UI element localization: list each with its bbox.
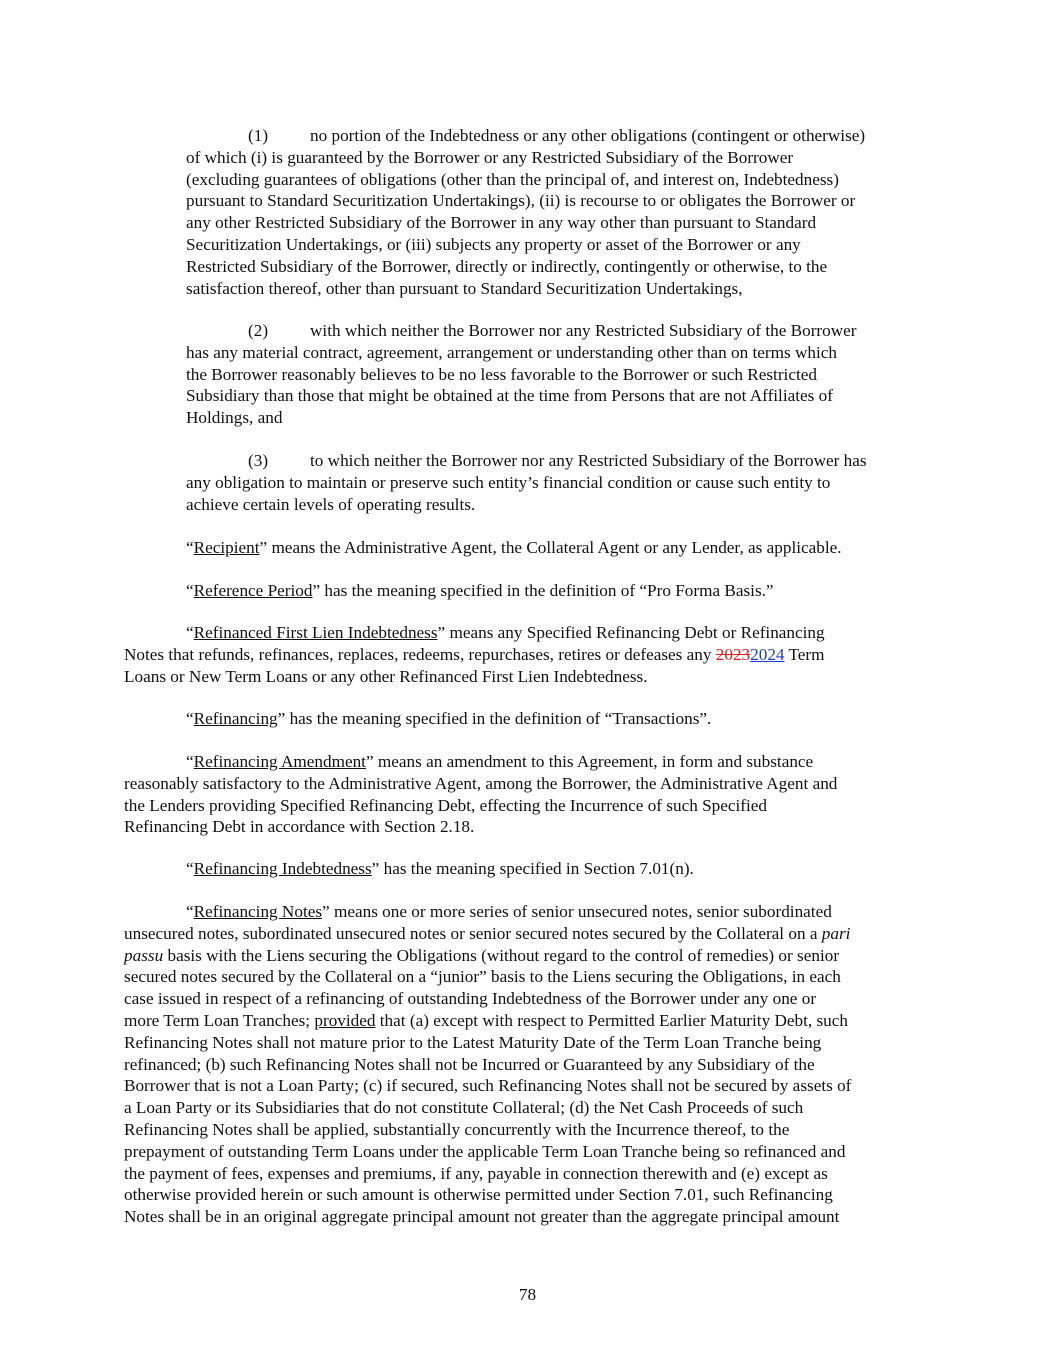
- clause-2: [186, 320, 938, 429]
- text-line: Subsidiary than those that might be obtained at the time from Persons that are not Affiliates of: [186, 386, 833, 406]
- definition-recipient: “Recipient” means the Administrative Agent, the Collateral Agent or any Lender, as applicable.: [186, 538, 842, 557]
- page-number: 78: [518, 1285, 537, 1304]
- defined-term: Refinancing Notes: [193, 902, 323, 921]
- clause-3: [186, 450, 938, 515]
- definition-refinancing: “Refinancing” has the meaning specified in the definition of “Transactions”.: [186, 709, 712, 728]
- defined-term: provided: [314, 1010, 376, 1030]
- text-line: case issued in respect of a refinancing of outstanding Indebtedness of the Borrower under any one or: [124, 989, 817, 1009]
- text-line: Borrower that is not a Loan Party; (c) if secured, such Refinancing Notes shall not be secured by assets of: [124, 1076, 852, 1096]
- text-line: Refinancing Notes shall be applied, substantially concurrently with the Incurrence thereof, to the: [124, 1119, 790, 1139]
- text-line: satisfaction thereof, other than pursuant to Standard Securitization Undertakings,: [186, 278, 743, 298]
- text-line: Notes shall be in an original aggregate principal amount not greater than the aggregate principal amount: [124, 1207, 840, 1227]
- text-line: has any material contract, agreement, arrangement or understanding other than on terms which: [186, 342, 837, 362]
- text-line: to which neither the Borrower nor any Restricted Subsidiary of the Borrower has: [310, 451, 867, 470]
- text-line: (excluding guarantees of obligations (other than the principal of, and interest on, Indebtedness): [186, 169, 839, 189]
- text-line: of which (i) is guaranteed by the Borrower or any Restricted Subsidiary of the Borrower: [186, 147, 794, 167]
- text-line: any obligation to maintain or preserve such entity’s financial condition or cause such entity to: [186, 472, 831, 492]
- clause-number: (2): [248, 321, 269, 340]
- text-line: no portion of the Indebtedness or any other obligations (contingent or otherwise): [310, 126, 866, 145]
- text-line: Restricted Subsidiary of the Borrower, directly or indirectly, contingently or otherwise, to the: [186, 256, 828, 276]
- text-line: Loans or New Term Loans or any other Refinanced First Lien Indebtedness.: [124, 666, 648, 686]
- definition-refinancing-amendment: “Refinancing Amendment” means an amendment to this Agreement, in form and substance reasonably satisfactory to the Administrative Agent, among the Borrower, the Administrative Agent and the Lenders providing Specified Refinancing Debt, effecting the Incurrence of such Specified Refinancing Debt in accordance with Section 2.18.: [124, 751, 938, 838]
- definition-refinancing-indebtedness: “Refinancing Indebtedness” has the meaning specified in Section 7.01(n).: [186, 859, 694, 878]
- text-line: Refinancing Debt in accordance with Section 2.18.: [124, 817, 475, 837]
- clause-number: (1): [248, 126, 269, 145]
- text-line: reasonably satisfactory to the Administrative Agent, among the Borrower, the Administrative Agent and: [124, 773, 838, 793]
- clause-number: (3): [248, 451, 269, 470]
- text-line: refinanced; (b) such Refinancing Notes shall not be Incurred or Guaranteed by any Subsidiary of the: [124, 1054, 815, 1074]
- definition-reference-period: “Reference Period” has the meaning specified in the definition of “Pro Forma Basis.”: [186, 581, 774, 600]
- text-line: achieve certain levels of operating results.: [186, 494, 476, 514]
- defined-term: Refinancing Amendment: [193, 752, 366, 771]
- definition-refinanced-first-lien-indebtedness: “Refinanced First Lien Indebtedness” means any Specified Refinancing Debt or Refinancing Notes that refunds, refinances, replaces, redeems, repurchases, retires or defeases any 20232024 Term Loans or New Term Loans or any other Refinanced First Lien Indebtedness.: [124, 622, 938, 687]
- defined-term: Recipient: [193, 538, 260, 557]
- inserted-text: 2024: [750, 644, 785, 664]
- definition-refinancing-notes: “Refinancing Notes” means one or more series of senior unsecured notes, senior subordinated unsecured notes, subordinated unsecured notes or senior secured notes secured by the Collateral on a pari passu basis with the Liens securing the Obligations (without regard to the control of remedies) or senior secured notes secured by the Collateral on a “junior” basis to the Liens securing the Obligations, in each case issued in respect of a refinancing of outstanding Indebtedness of the Borrower under any one or more Term Loan Tranches; provided that (a) except with respect to Permitted Earlier Maturity Debt, such Refinancing Notes shall not mature prior to the Latest Maturity Date of the Term Loan Tranche being refinanced; (b) such Refinancing Notes shall not be Incurred or Guaranteed by any Subsidiary of the Borrower that is not a Loan Party; (c) if secured, such Refinancing Notes shall not be secured by assets of a Loan Party or its Subsidiaries that do not constitute Collateral; (d) the Net Cash Proceeds of such Refinancing Notes shall be applied, substantially concurrently with the Incurrence thereof, to the prepayment of outstanding Term Loans under the applicable Term Loan Tranche being so refinanced and the payment of fees, expenses and premiums, if any, payable in connection therewith and (e) except as otherwise provided herein or such amount is otherwise permitted under Section 7.01, such Refinancing Notes shall be in an original aggregate principal amount not greater than the aggregate principal amount: [124, 901, 938, 1228]
- defined-term: Refinancing Indebtedness: [193, 859, 372, 878]
- defined-term: Reference Period: [193, 581, 313, 600]
- text-line: otherwise provided herein or such amount is otherwise permitted under Section 7.01, such Refinancing: [124, 1185, 833, 1205]
- text-line: a Loan Party or its Subsidiaries that do not constitute Collateral; (d) the Net Cash Proceeds of such: [124, 1098, 804, 1118]
- defined-term: Refinancing: [193, 709, 278, 728]
- text-line: prepayment of outstanding Term Loans under the applicable Term Loan Tranche being so refinanced and: [124, 1141, 846, 1161]
- defined-term: Refinanced First Lien Indebtedness: [193, 623, 438, 642]
- clause-1: [186, 125, 938, 299]
- text-line: Securitization Undertakings, or (iii) subjects any property or asset of the Borrower or any: [186, 234, 801, 254]
- text-line: the Lenders providing Specified Refinancing Debt, effecting the Incurrence of such Specified: [124, 795, 768, 815]
- text-line: the payment of fees, expenses and premiums, if any, payable in connection therewith and (e) except as: [124, 1163, 828, 1183]
- text-line: any other Restricted Subsidiary of the Borrower in any way other than pursuant to Standard: [186, 213, 817, 233]
- deleted-text: 2023: [715, 644, 751, 664]
- text-line: pursuant to Standard Securitization Undertakings), (ii) is recourse to or obligates the Borrower or: [186, 191, 856, 211]
- text-line: the Borrower reasonably believes to be no less favorable to the Borrower or such Restricted: [186, 364, 817, 384]
- text-line: with which neither the Borrower nor any Restricted Subsidiary of the Borrower: [310, 321, 857, 340]
- text-line: Refinancing Notes shall not mature prior to the Latest Maturity Date of the Term Loan Tranche being: [124, 1032, 822, 1052]
- text-line: secured notes secured by the Collateral on a “junior” basis to the Liens securing the Obligations, in each: [124, 967, 841, 987]
- text-line: Holdings, and: [186, 408, 283, 428]
